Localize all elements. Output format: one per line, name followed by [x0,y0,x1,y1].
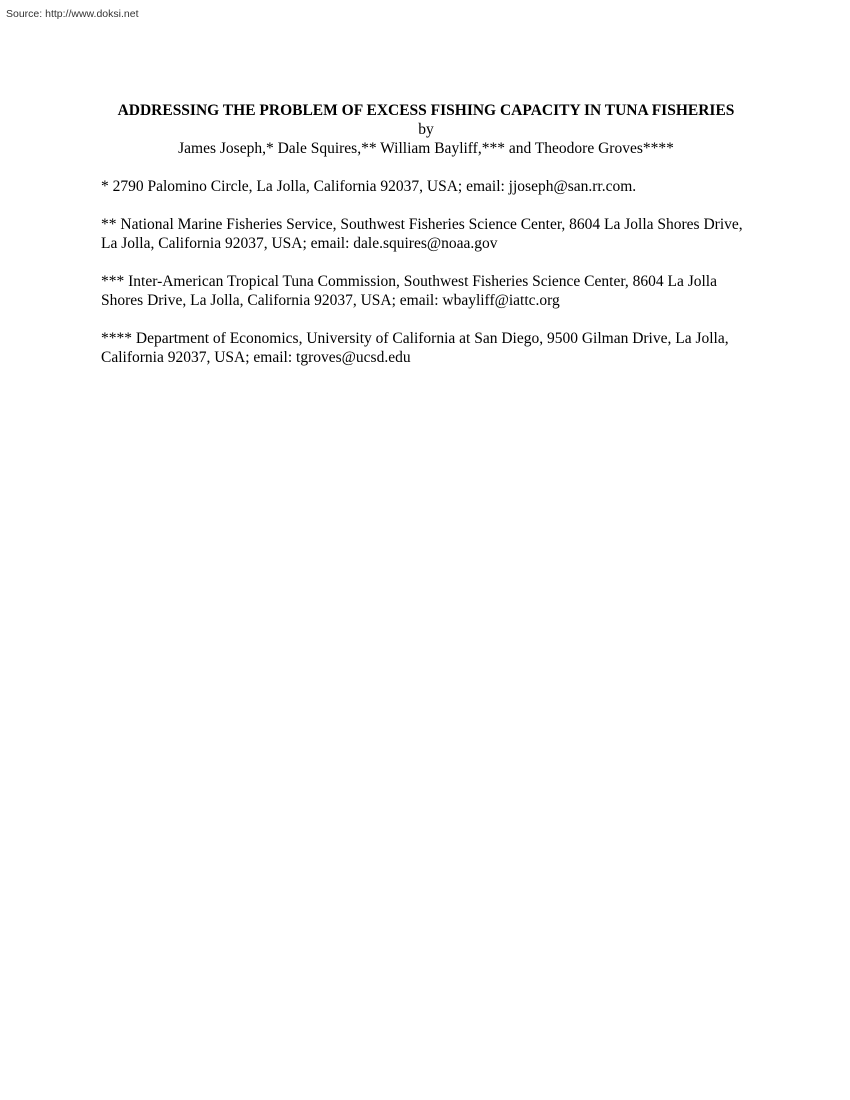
affiliation-squires: ** National Marine Fisheries Service, Southwest Fisheries Science Center, 8604 La Jolla Shores Drive, La Jolla, California 92037, USA; email: dale.squires@noaa.gov [101,216,743,252]
affiliation-joseph: * 2790 Palomino Circle, La Jolla, California 92037, USA; email: jjoseph@san.rr.com. [101,178,637,195]
source-watermark: Source: http://www.doksi.net [6,8,139,20]
title-page [101,101,751,386]
author-list: James Joseph,* Dale Squires,** William Bayliff,*** and Theodore Groves**** [178,140,674,157]
affiliation-groves: **** Department of Economics, University of California at San Diego, 9500 Gilman Drive, La Jolla, California 92037, USA; email: tgroves@ucsd.edu [101,330,729,366]
affiliation-bayliff: *** Inter-American Tropical Tuna Commission, Southwest Fisheries Science Center, 8604 La Jolla Shores Drive, La Jolla, California 92037, USA; email: wbayliff@iattc.org [101,273,717,309]
by-line: by [418,121,434,138]
paper-title: ADDRESSING THE PROBLEM OF EXCESS FISHING CAPACITY IN TUNA FISHERIES [117,102,735,119]
affiliation-list [101,177,751,367]
